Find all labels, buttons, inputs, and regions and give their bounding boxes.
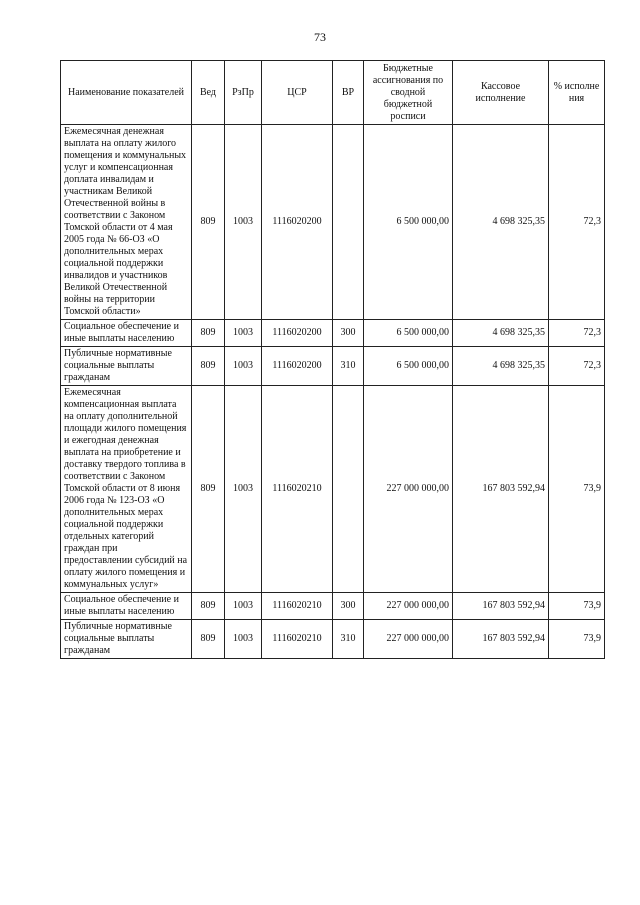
row-name: Публичные нормативные социальные выплаты гражданам (61, 620, 192, 659)
row-name: Социальное обеспечение и иные выплаты населению (61, 320, 192, 347)
row-ved: 809 (192, 386, 225, 593)
row-assigned: 227 000 000,00 (364, 620, 453, 659)
row-name: Ежемесячная денежная выплата на оплату жилого помещения и коммунальных услуг и компенсационная доплата инвалидам и участникам Великой Отечественной войны в соответствии с Законом Томской области от 4 мая 2005 года № 66-ОЗ «О дополнительных мерах социальной поддержки инвалидов и участников Великой Отечественной войны на территории Томской области» (61, 125, 192, 320)
row-rzpr: 1003 (225, 386, 262, 593)
row-assigned: 6 500 000,00 (364, 320, 453, 347)
row-vr (333, 386, 364, 593)
row-vr (333, 125, 364, 320)
row-executed: 4 698 325,35 (453, 125, 549, 320)
row-executed: 167 803 592,94 (453, 386, 549, 593)
table-header-row (61, 61, 605, 125)
row-vr: 300 (333, 320, 364, 347)
row-rzpr: 1003 (225, 320, 262, 347)
row-vr: 310 (333, 347, 364, 386)
header-csr: ЦСР (262, 61, 333, 125)
row-rzpr: 1003 (225, 593, 262, 620)
row-assigned: 6 500 000,00 (364, 347, 453, 386)
row-name: Публичные нормативные социальные выплаты гражданам (61, 347, 192, 386)
row-ved: 809 (192, 347, 225, 386)
header-percent: % исполне ния (549, 61, 605, 125)
row-executed: 167 803 592,94 (453, 620, 549, 659)
table-row (61, 125, 605, 320)
header-rzpr: РзПр (225, 61, 262, 125)
row-executed: 4 698 325,35 (453, 320, 549, 347)
row-csr: 1116020210 (262, 386, 333, 593)
row-executed: 4 698 325,35 (453, 347, 549, 386)
header-executed: Кассовое исполнение (453, 61, 549, 125)
row-csr: 1116020210 (262, 593, 333, 620)
row-name: Ежемесячная компенсационная выплата на оплату дополнительной площади жилого помещения и ежегодная денежная выплата на приобретение и доставку твердого топлива в соответствии с Законом Томской области от 8 июня 2006 года № 123-ОЗ «О дополнительных мерах социальной поддержки отдельных категорий граждан при предоставлении субсидий на оплату жилого помещения и коммунальных услуг» (61, 386, 192, 593)
page-number: 73 (314, 30, 326, 44)
row-percent: 72,3 (549, 347, 605, 386)
row-executed: 167 803 592,94 (453, 593, 549, 620)
table-row (61, 320, 605, 347)
row-csr: 1116020200 (262, 125, 333, 320)
row-rzpr: 1003 (225, 125, 262, 320)
row-percent: 72,3 (549, 125, 605, 320)
header-vr: ВР (333, 61, 364, 125)
row-rzpr: 1003 (225, 347, 262, 386)
header-assigned: Бюджетные ассигнования по сводной бюджетной росписи (364, 61, 453, 125)
table-row (61, 386, 605, 593)
row-rzpr: 1003 (225, 620, 262, 659)
table-row (61, 347, 605, 386)
row-assigned: 227 000 000,00 (364, 593, 453, 620)
row-name: Социальное обеспечение и иные выплаты населению (61, 593, 192, 620)
row-percent: 72,3 (549, 320, 605, 347)
row-ved: 809 (192, 320, 225, 347)
row-vr: 300 (333, 593, 364, 620)
row-vr: 310 (333, 620, 364, 659)
row-percent: 73,9 (549, 620, 605, 659)
row-ved: 809 (192, 593, 225, 620)
row-csr: 1116020200 (262, 320, 333, 347)
row-percent: 73,9 (549, 593, 605, 620)
table-row (61, 620, 605, 659)
budget-execution-table (60, 60, 605, 659)
table-row (61, 593, 605, 620)
row-ved: 809 (192, 125, 225, 320)
row-assigned: 227 000 000,00 (364, 386, 453, 593)
header-ved: Вед (192, 61, 225, 125)
row-ved: 809 (192, 620, 225, 659)
row-percent: 73,9 (549, 386, 605, 593)
row-assigned: 6 500 000,00 (364, 125, 453, 320)
header-name: Наименование показателей (61, 61, 192, 125)
row-csr: 1116020200 (262, 347, 333, 386)
row-csr: 1116020210 (262, 620, 333, 659)
